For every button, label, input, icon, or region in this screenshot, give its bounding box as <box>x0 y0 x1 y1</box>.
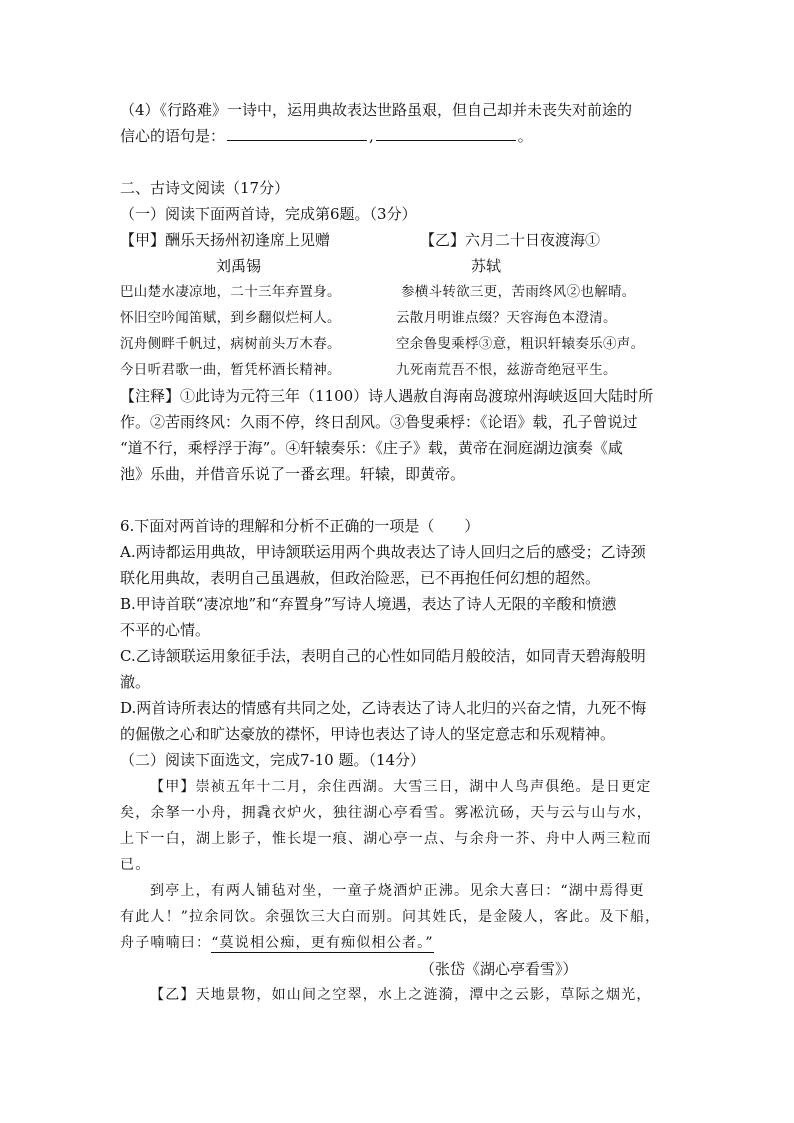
poem-yi-author: 苏轼 <box>471 257 502 275</box>
note-line-3: “道不行，乘桴浮于海”。④轩辕奏乐：《庄子》载，黄帝在洞庭湖边演奏《咸 <box>120 439 623 457</box>
jia-para1-line-1: 【甲】崇祯五年十二月，余住西湖。大雪三日，湖中人鸟声俱绝。是日更定 <box>150 779 652 795</box>
poem-yi-title: 【乙】六月二十日夜渡海① <box>420 231 601 249</box>
q4-line-2 <box>120 126 533 146</box>
poem-jia-line-1: 巴山楚水凄凉地，二十三年弃置身。 <box>120 284 341 300</box>
q6-option-b-1: B.甲诗首联“凄凉地”和“弃置身”写诗人境遇，表达了诗人无限的辛酸和愤懑 <box>120 595 617 613</box>
note-line-1: 【注释】①此诗为元符三年（1100）诗人遇赦自海南岛渡琼州海峡返回大陆时所 <box>120 387 654 405</box>
boatman-prefix: 舟子喃喃曰： <box>120 935 212 951</box>
poem-yi-line-3: 空余鲁叟乘桴③意，粗识轩辕奏乐④声。 <box>396 336 645 352</box>
q6-option-c-2: 澈。 <box>120 673 151 691</box>
answer-blank-1[interactable] <box>227 126 367 141</box>
poem-jia-title: 【甲】酬乐天扬州初逢席上见赠 <box>120 231 331 249</box>
underlined-sentence: “莫说相公痴，更有痴似相公者。” <box>211 935 434 951</box>
poem-jia-line-3: 沉舟侧畔千帆过，病树前头万木春。 <box>120 336 341 352</box>
poem-yi-line-2: 云散月明谁点缀？天容海色本澄清。 <box>396 310 617 326</box>
section-title: 二、古诗文阅读（17分） <box>120 179 290 197</box>
jia-para1-line-2: 矣，余拏一小舟，拥毳衣炉火，独往湖心亭看雪。雾凇沆砀，天与云与山与水， <box>120 805 652 821</box>
poem-yi-line-1: 参横斗转欲三更，苦雨终风②也解晴。 <box>401 284 636 300</box>
poem-jia-author: 刘禹锡 <box>216 257 262 275</box>
poem-yi-line-4: 九死南荒吾不恨，兹游奇绝冠平生。 <box>396 362 617 378</box>
q6-stem: 6.下面对两首诗的理解和分析不正确的一项是（ ） <box>120 517 480 535</box>
source-citation: （张岱《湖心亭看雪》） <box>420 960 578 978</box>
yi-line-1: 【乙】天地景物，如山间之空翠，水上之涟漪，潭中之云影，草际之烟光， <box>150 987 652 1003</box>
jia-para2-line-3 <box>120 933 434 953</box>
q4-end: 。 <box>517 127 533 145</box>
q4-separator: , <box>369 127 374 145</box>
part2-intro: （二）阅读下面选文，完成7-10 题。（14分） <box>120 751 426 769</box>
q6-option-a-1: A.两诗都运用典故，甲诗颔联运用两个典故表达了诗人回归之后的感受；乙诗颈 <box>120 543 646 561</box>
q6-option-c-1: C.乙诗颔联运用象征手法，表明自己的心性如同皓月般皎洁，如同青天碧海般明 <box>120 647 646 665</box>
jia-para1-line-4: 已。 <box>120 857 151 873</box>
jia-para2-line-2: 有此人！”拉余同饮。余强饮三大白而别。问其姓氏，是金陵人，客此。及下船， <box>120 909 661 925</box>
jia-para2-line-1: 到亭上，有两人铺毡对坐，一童子烧酒炉正沸。见余大喜曰：“湖中焉得更 <box>150 883 645 899</box>
q6-option-d-2: 的倔傲之心和旷达豪放的襟怀，甲诗也表达了诗人的坚定意志和乐观精神。 <box>120 725 616 743</box>
q4-prefix: 信心的语句是： <box>120 127 226 145</box>
jia-para1-line-3: 上下一白，湖上影子，惟长堤一痕、湖心亭一点、与余舟一芥、舟中人两三粒而 <box>120 831 652 847</box>
q4-line-1: （4）《行路难》一诗中，运用典故表达世路虽艰，但自己却并未丧失对前途的 <box>120 101 633 119</box>
poem-jia-line-4: 今日听君歌一曲，暂凭杯酒长精神。 <box>120 362 341 378</box>
note-line-4: 池》乐曲，并借音乐说了一番玄理。轩辕，即黄帝。 <box>120 465 466 483</box>
part1-intro: （一）阅读下面两首诗，完成第6题。（3分） <box>120 205 417 223</box>
q6-option-a-2: 联化用典故，表明自己虽遇赦，但政治险恶，已不再抱任何幻想的超然。 <box>120 569 601 587</box>
answer-blank-2[interactable] <box>376 126 516 141</box>
q6-option-b-2: 不平的心情。 <box>120 621 211 639</box>
q6-option-d-1: D.两首诗所表达的情感有共同之处，乙诗表达了诗人北归的兴奋之情，九死不悔 <box>120 699 647 717</box>
note-line-2: 作。②苦雨终风：久雨不停，终日刮风。③鲁叟乘桴：《论语》载，孔子曾说过 <box>120 413 638 431</box>
poem-jia-line-2: 怀旧空吟闻笛赋，到乡翻似烂柯人。 <box>120 310 341 326</box>
